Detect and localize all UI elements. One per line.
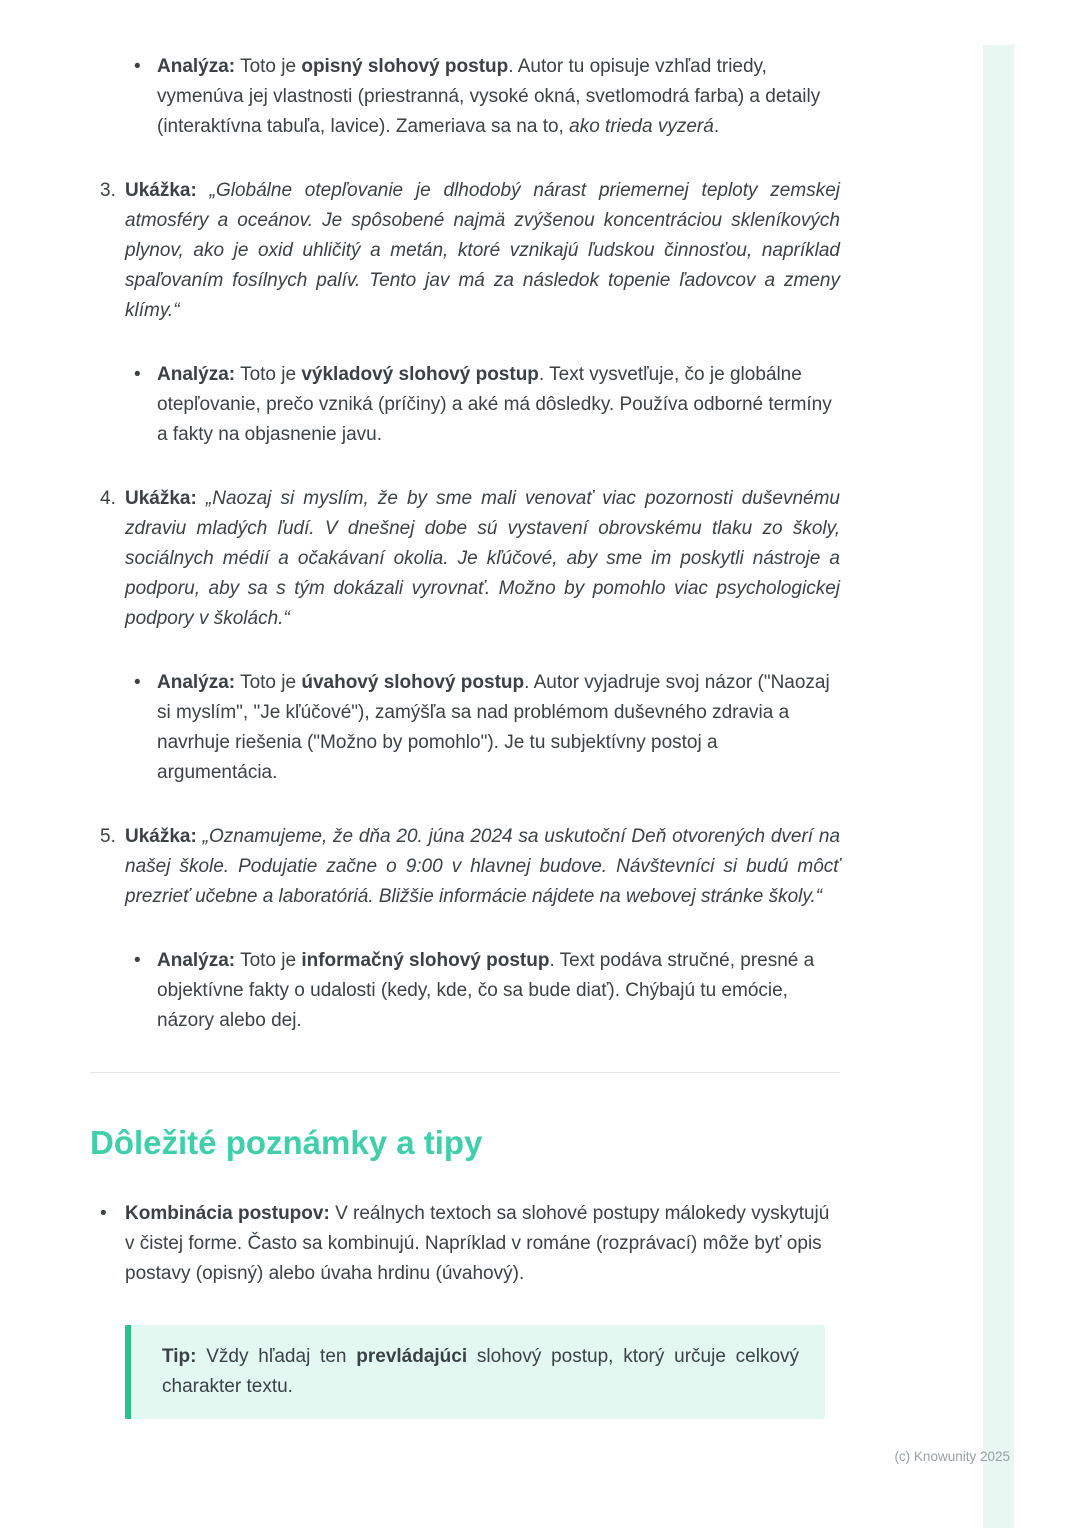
- number-marker: 3.: [100, 180, 116, 201]
- page-edge-accent-strip: [983, 45, 1014, 1528]
- list-item-text: Kombinácia postupov: V reálnych textoch sa slohové postupy málokedy vyskytujú v čistej forme. Často sa kombinujú. Napríklad v románe (rozprávací) môže byť opis postavy (opisný) alebo úvaha hrdinu (úvahový).: [125, 1203, 830, 1284]
- bullet-marker: •: [134, 364, 141, 385]
- section-divider: [90, 1072, 840, 1073]
- number-marker: 5.: [100, 826, 116, 847]
- list-item-analysis-expository: [90, 360, 840, 450]
- list-item-text: Ukážka: „Globálne otepľovanie je dlhodobý nárast priemernej teploty zemskej atmosféry a oceánov. Je spôsobené najmä zvýšenou koncentráciou skleníkových plynov, ako je oxid uhličitý a metán, ktoré vznikajú ľudskou činnosťou, napríklad spaľovaním fosílnych palív. Tento jav má za následok topenie ľadovcov a zmeny klímy.“: [125, 180, 840, 321]
- list-item-text: Analýza: Toto je opisný slohový postup. Autor tu opisuje vzhľad triedy, vymenúva jej vlastnosti (priestranná, vysoké okná, svetlomodrá farba) a detaily (interaktívna tabuľa, lavice). Zameriava sa na to, ako trieda vyzerá.: [157, 56, 821, 137]
- bullet-marker: •: [134, 950, 141, 971]
- list-item-text: Analýza: Toto je informačný slohový postup. Text podáva stručné, presné a objektívne fakty o udalosti (kedy, kde, čo sa bude diať). Chýbajú tu emócie, názory alebo dej.: [157, 950, 815, 1031]
- list-item-text: Ukážka: „Naozaj si myslím, že by sme mali venovať viac pozornosti duševnému zdraviu mladých ľudí. V dnešnej dobe sú vystavení obrovskému tlaku zo školy, sociálnych médií a očakávaní okolia. Je kľúčové, aby sme im poskytli nástroje a podporu, aby sa s tým dokázali vyrovnať. Možno by pomohlo viac psychologickej podpory v školách.“: [125, 488, 840, 629]
- tip-callout: [125, 1325, 825, 1419]
- copyright-footer: (c) Knowunity 2025: [894, 1449, 1010, 1464]
- list-item-analysis-descriptive: [90, 52, 840, 142]
- bullet-marker: •: [100, 1203, 107, 1224]
- bullet-marker: •: [134, 56, 141, 77]
- document-content: [90, 52, 840, 1419]
- list-item-text: Analýza: Toto je výkladový slohový postup. Text vysvetľuje, čo je globálne otepľovanie, prečo vzniká (príčiny) a aké má dôsledky. Používa odborné termíny a fakty na objasnenie javu.: [157, 364, 832, 445]
- list-item-note-combination: [90, 1199, 840, 1289]
- list-item-analysis-informative: [90, 946, 840, 1036]
- tip-text: Tip: Vždy hľadaj ten prevládajúci slohový postup, ktorý určuje celkový charakter textu.: [162, 1346, 800, 1397]
- list-item-example-4: [90, 484, 840, 634]
- list-item-example-3: [90, 176, 840, 326]
- list-item-text: Analýza: Toto je úvahový slohový postup. Autor vyjadruje svoj názor ("Naozaj si myslím", "Je kľúčové"), zamýšľa sa nad problémom duševného zdravia a navrhuje riešenia ("Možno by pomohlo"). Je tu subjektívny postoj a argumentácia.: [157, 672, 830, 783]
- bullet-marker: •: [134, 672, 141, 693]
- list-item-text: Ukážka: „Oznamujeme, že dňa 20. júna 2024 sa uskutoční Deň otvorených dverí na našej škole. Podujatie začne o 9:00 v hlavnej budove. Návštevníci si budú môcť prezrieť učebne a laboratóriá. Bližšie informácie nájdete na webovej stránke školy.“: [125, 826, 841, 907]
- list-item-example-5: [90, 822, 840, 912]
- list-item-analysis-reflective: [90, 668, 840, 788]
- number-marker: 4.: [100, 488, 116, 509]
- section-heading: Dôležité poznámky a tipy: [90, 1124, 483, 1161]
